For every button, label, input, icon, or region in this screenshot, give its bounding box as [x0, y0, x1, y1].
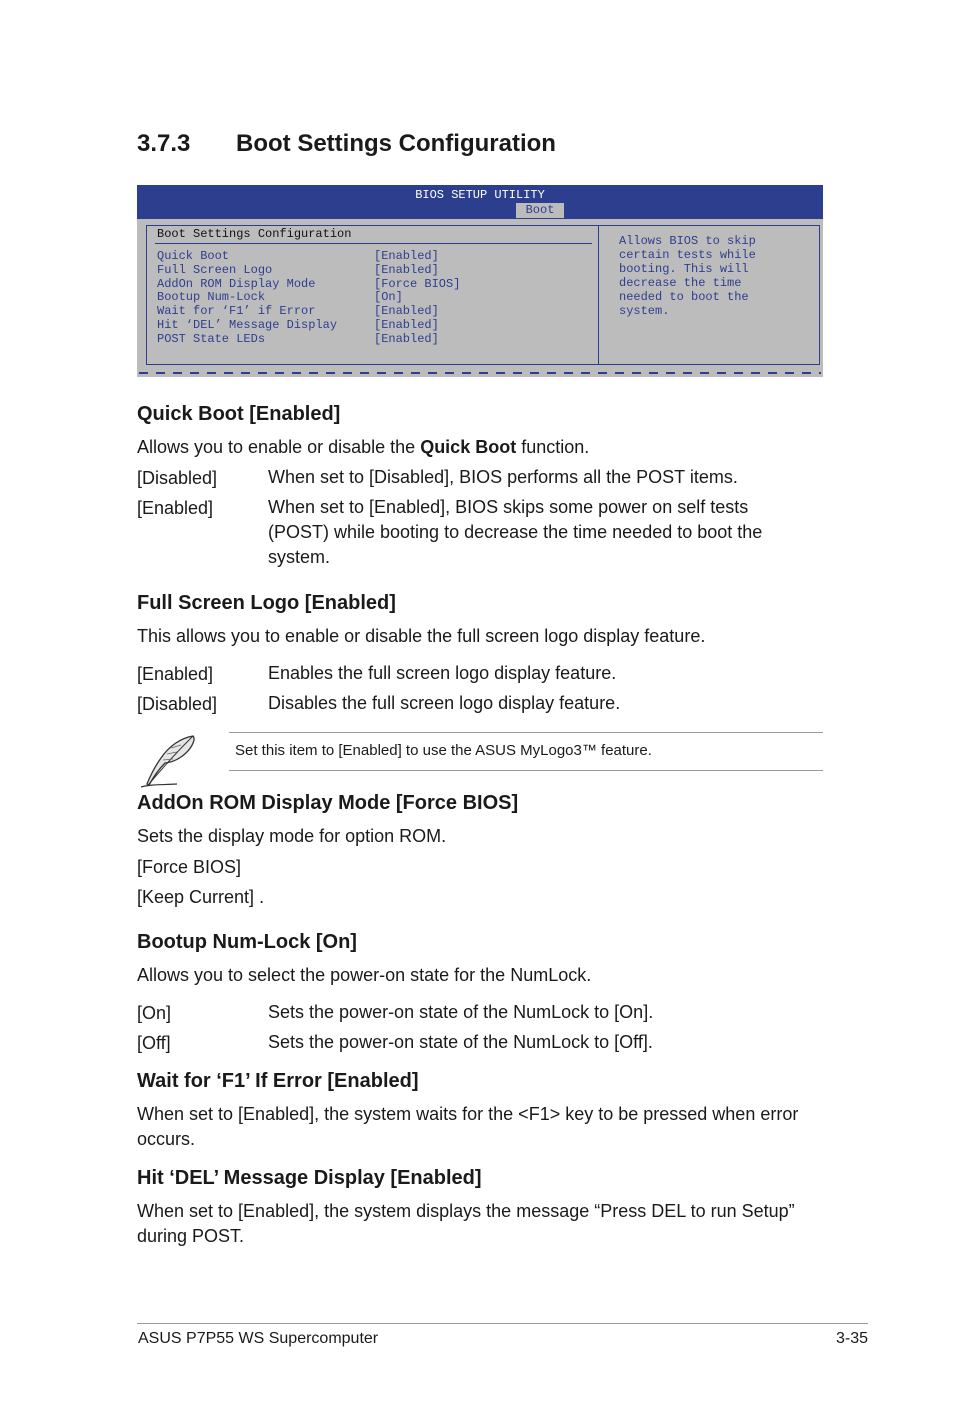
bios-item-value: [On] — [374, 290, 403, 305]
bios-item-bootup-numlock[interactable] — [157, 290, 597, 304]
note-bottom-rule — [229, 770, 823, 771]
intro-bold: Quick Boot — [420, 437, 517, 457]
bios-help-text: Allows BIOS to skip certain tests while booting. This will decrease the time needed to boot the system. — [619, 234, 756, 318]
bios-title-bar — [137, 185, 823, 219]
intro-text: Allows you to enable or disable the — [137, 437, 421, 457]
full-screen-logo-intro: This allows you to enable or disable the full screen logo display feature. — [137, 626, 706, 646]
option-desc: Sets the power-on state of the NumLock to [On]. — [268, 1002, 654, 1022]
option-label: [Disabled] — [137, 468, 218, 488]
heading-wait-f1: Wait for ‘F1’ If Error [Enabled] — [137, 1070, 419, 1092]
bios-item-label: AddOn ROM Display Mode — [157, 276, 316, 291]
bios-panel-divider — [155, 243, 592, 244]
bios-item-value: [Enabled] — [374, 249, 439, 263]
option-label: [Enabled] — [137, 664, 214, 684]
bios-item-addon-rom[interactable] — [157, 277, 597, 291]
intro-text: function. — [516, 437, 590, 457]
note-top-rule — [229, 732, 823, 733]
bios-item-value: [Enabled] — [374, 317, 439, 332]
bios-panel-title: Boot Settings Configuration — [157, 227, 352, 241]
heading-hit-del: Hit ‘DEL’ Message Display [Enabled] — [137, 1167, 482, 1189]
bootup-numlock-intro: Allows you to select the power-on state for the NumLock. — [137, 965, 592, 985]
hit-del-text-line2: during POST. — [137, 1226, 245, 1246]
section-title — [137, 130, 556, 158]
heading-bootup-numlock: Bootup Num-Lock [On] — [137, 931, 357, 953]
note-quill-icon — [137, 732, 203, 790]
bios-settings-panel — [146, 225, 599, 365]
bios-help-panel — [598, 225, 820, 365]
heading-full-screen-logo: Full Screen Logo [Enabled] — [137, 592, 396, 614]
option-desc: When set to [Disabled], BIOS performs all the POST items. — [268, 467, 738, 487]
quick-boot-intro — [137, 437, 589, 458]
bios-screen — [137, 185, 823, 377]
bios-item-label: Bootup Num-Lock — [157, 290, 266, 305]
bios-utility-title: BIOS SETUP UTILITY — [415, 188, 545, 202]
bios-item-value: [Force BIOS] — [374, 276, 461, 291]
option-desc: Sets the power-on state of the NumLock to [Off]. — [268, 1032, 653, 1052]
bios-item-full-screen-logo[interactable] — [157, 263, 597, 277]
bios-item-list — [157, 249, 597, 346]
bios-item-label: Quick Boot — [157, 249, 230, 263]
option-label: [Off] — [137, 1033, 171, 1053]
bios-item-label: POST State LEDs — [157, 331, 266, 346]
bios-item-value: [Enabled] — [374, 331, 439, 346]
note-text: Set this item to [Enabled] to use the ASUS MyLogo3™ feature. — [235, 742, 652, 759]
option-label: [Disabled] — [137, 694, 218, 714]
wait-f1-text-line2: occurs. — [137, 1129, 196, 1149]
bios-item-label: Full Screen Logo — [157, 262, 273, 277]
section-number: 3.7.3 — [137, 130, 191, 157]
bios-bottom-edge — [137, 369, 823, 377]
option-desc: When set to [Enabled], BIOS skips some power on self tests (POST) while booting to decrease the time needed to boot the system. — [268, 497, 763, 567]
bios-tab-boot[interactable]: Boot — [516, 203, 564, 218]
option-label: [Force BIOS] — [137, 857, 242, 877]
heading-addon-rom: AddOn ROM Display Mode [Force BIOS] — [137, 792, 519, 814]
heading-quick-boot: Quick Boot [Enabled] — [137, 403, 341, 425]
footer-product: ASUS P7P55 WS Supercomputer — [138, 1330, 379, 1347]
option-desc: Enables the full screen logo display feature. — [268, 663, 617, 683]
option-label: [On] — [137, 1003, 172, 1023]
bios-item-wait-f1[interactable] — [157, 304, 597, 318]
bios-body — [137, 219, 823, 369]
bios-item-post-leds[interactable] — [157, 332, 597, 346]
bios-item-value: [Enabled] — [374, 262, 439, 277]
option-desc: Disables the full screen logo display feature. — [268, 693, 621, 713]
bios-item-label: Hit ‘DEL’ Message Display — [157, 317, 338, 332]
option-label: [Enabled] — [137, 498, 214, 518]
section-title-text: Boot Settings Configuration — [236, 130, 556, 157]
footer-rule — [137, 1323, 868, 1324]
bios-item-value: [Enabled] — [374, 304, 439, 319]
footer-page-number: 3-35 — [835, 1330, 868, 1347]
bios-item-quick-boot[interactable] — [157, 249, 597, 263]
bios-dashed-line — [137, 369, 823, 377]
hit-del-text-line1: When set to [Enabled], the system displays the message “Press DEL to run Setup” — [137, 1201, 795, 1221]
wait-f1-text-line1: When set to [Enabled], the system waits for the <F1> key to be pressed when error — [137, 1104, 799, 1124]
bios-item-hit-del[interactable] — [157, 318, 597, 332]
option-label: [Keep Current] . — [137, 887, 265, 907]
addon-rom-intro: Sets the display mode for option ROM. — [137, 826, 447, 846]
bios-item-label: Wait for ‘F1’ if Error — [157, 304, 316, 319]
